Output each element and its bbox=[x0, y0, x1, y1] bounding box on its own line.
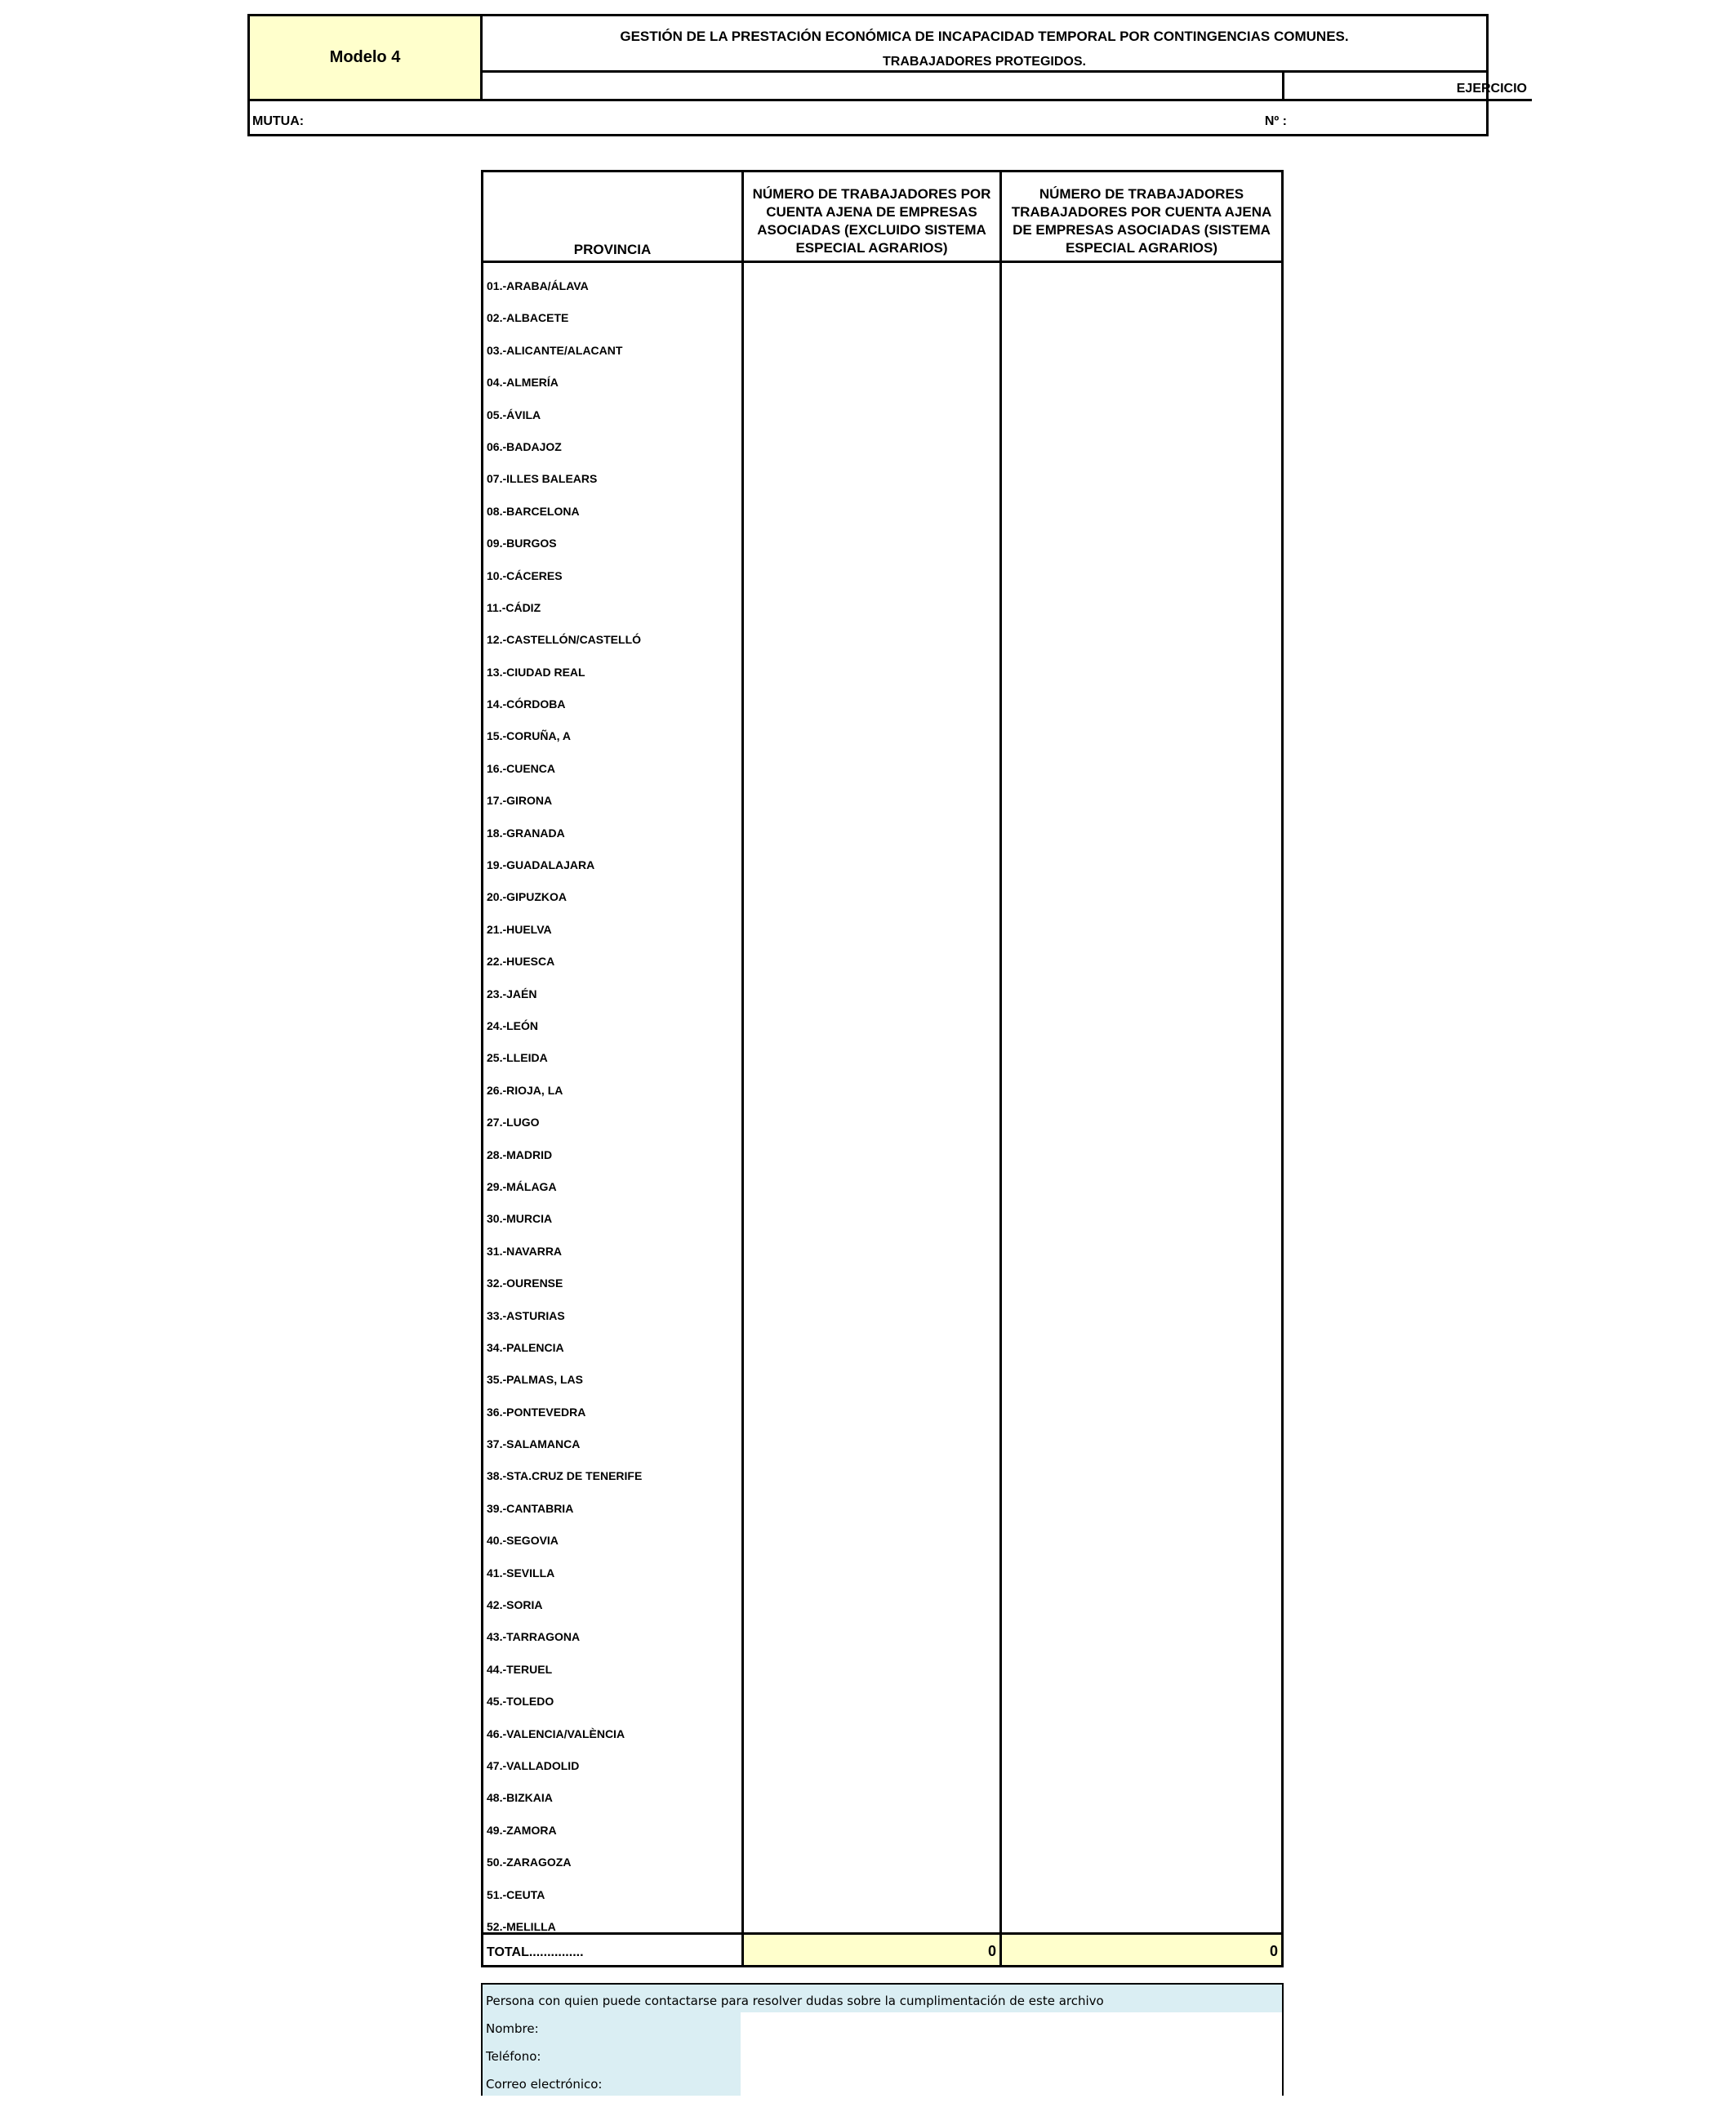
provincia-row: 08.-BARCELONA bbox=[487, 504, 580, 518]
provincia-row: 13.-CIUDAD REAL bbox=[487, 665, 585, 679]
provincia-row: 44.-TERUEL bbox=[487, 1662, 553, 1676]
provincia-row: 27.-LUGO bbox=[487, 1116, 540, 1129]
correo-label: Correo electrónico: bbox=[483, 2068, 741, 2096]
column-header-sistema-agrarios: NÚMERO DE TRABAJADORES TRABAJADORES POR CUENTA AJENA DE EMPRESAS ASOCIADAS (SISTEMA ESPECIAL AGRARIOS) bbox=[1011, 186, 1272, 256]
provincia-row: 03.-ALICANTE/ALACANT bbox=[487, 343, 623, 357]
form-header bbox=[247, 14, 1527, 136]
provincia-row: 12.-CASTELLÓN/CASTELLÓ bbox=[487, 633, 642, 647]
ejercicio-input[interactable] bbox=[1282, 73, 1486, 101]
provincia-list bbox=[483, 263, 741, 1936]
provincia-row: 32.-OURENSE bbox=[487, 1277, 563, 1290]
provincia-row: 34.-PALENCIA bbox=[487, 1340, 564, 1354]
correo-input[interactable] bbox=[741, 2068, 1282, 2096]
provincia-row: 19.-GUADALAJARA bbox=[487, 858, 595, 872]
provincia-row: 22.-HUESCA bbox=[487, 955, 555, 969]
provincia-row: 45.-TOLEDO bbox=[487, 1695, 554, 1709]
contact-correo-row bbox=[483, 2068, 1282, 2096]
telefono-input[interactable] bbox=[741, 2040, 1282, 2068]
provincia-row: 17.-GIRONA bbox=[487, 794, 553, 808]
provincia-row: 47.-VALLADOLID bbox=[487, 1758, 580, 1772]
provincia-row: 24.-LEÓN bbox=[487, 1018, 539, 1032]
provincia-row: 30.-MURCIA bbox=[487, 1212, 553, 1226]
provincia-row: 31.-NAVARRA bbox=[487, 1244, 563, 1258]
provincia-row: 25.-LLEIDA bbox=[487, 1051, 548, 1065]
telefono-label: Teléfono: bbox=[483, 2040, 741, 2068]
contact-intro: Persona con quien puede contactarse para resolver dudas sobre la cumplimentación de este archivo bbox=[483, 1985, 1282, 2012]
provincia-row: 49.-ZAMORA bbox=[487, 1823, 557, 1837]
provincia-row: 20.-GIPUZKOA bbox=[487, 890, 568, 904]
provincia-row: 07.-ILLES BALEARS bbox=[487, 472, 598, 486]
total-agrarios-value: 0 bbox=[1002, 1935, 1281, 1965]
provincia-row: 04.-ALMERÍA bbox=[487, 376, 559, 390]
provincias-table bbox=[481, 170, 1284, 1967]
provincia-row: 36.-PONTEVEDRA bbox=[487, 1405, 586, 1419]
provincia-row: 09.-BURGOS bbox=[487, 537, 557, 550]
provincia-row: 41.-SEVILLA bbox=[487, 1566, 555, 1579]
total-excluido-value: 0 bbox=[744, 1935, 999, 1965]
column-divider bbox=[999, 172, 1002, 1965]
provincia-row: 10.-CÁCERES bbox=[487, 568, 563, 582]
column-header-excluido-agrarios: NÚMERO DE TRABAJADORES POR CUENTA AJENA DE EMPRESAS ASOCIADAS (EXCLUIDO SISTEMA ESPECIAL AGRARIOS) bbox=[752, 186, 991, 256]
provincia-row: 15.-CORUÑA, A bbox=[487, 729, 571, 743]
provincia-row: 02.-ALBACETE bbox=[487, 311, 569, 325]
contact-nombre-row bbox=[483, 2012, 1282, 2040]
provincia-row: 50.-ZARAGOZA bbox=[487, 1856, 572, 1869]
provincia-row: 35.-PALMAS, LAS bbox=[487, 1373, 583, 1387]
provincia-row: 46.-VALENCIA/VALÈNCIA bbox=[487, 1727, 625, 1740]
provincia-row: 05.-ÁVILA bbox=[487, 408, 541, 421]
mutua-label: MUTUA: bbox=[252, 114, 305, 128]
provincia-row: 39.-CANTABRIA bbox=[487, 1501, 574, 1515]
nombre-label: Nombre: bbox=[483, 2012, 741, 2040]
provincia-row: 33.-ASTURIAS bbox=[487, 1308, 565, 1322]
provincia-row: 01.-ARABA/ÁLAVA bbox=[487, 279, 589, 292]
total-label: TOTAL............... bbox=[487, 1945, 584, 1959]
provincia-row: 26.-RIOJA, LA bbox=[487, 1083, 563, 1097]
provincia-row: 16.-CUENCA bbox=[487, 761, 556, 775]
modelo-label: Modelo 4 bbox=[250, 16, 483, 101]
provincia-row: 40.-SEGOVIA bbox=[487, 1534, 559, 1548]
form-title-line2: TRABAJADORES PROTEGIDOS. bbox=[483, 46, 1486, 73]
provincia-row: 28.-MADRID bbox=[487, 1147, 553, 1161]
column-header-provincia: PROVINCIA bbox=[573, 242, 652, 257]
provincia-row: 38.-STA.CRUZ DE TENERIFE bbox=[487, 1469, 643, 1483]
contact-block bbox=[481, 1983, 1284, 2096]
numero-label: Nº : bbox=[1264, 114, 1287, 128]
provincia-row: 14.-CÓRDOBA bbox=[487, 697, 566, 711]
nombre-input[interactable] bbox=[741, 2012, 1282, 2040]
provincia-row: 29.-MÁLAGA bbox=[487, 1179, 557, 1193]
provincia-row: 11.-CÁDIZ bbox=[487, 600, 541, 614]
column-divider bbox=[741, 172, 744, 1965]
provincia-row: 42.-SORIA bbox=[487, 1598, 543, 1612]
provincia-row: 21.-HUELVA bbox=[487, 922, 552, 936]
provincia-row: 06.-BADAJOZ bbox=[487, 439, 562, 453]
provincia-row: 48.-BIZKAIA bbox=[487, 1791, 553, 1805]
provincia-row: 51.-CEUTA bbox=[487, 1887, 545, 1901]
form-title-line1: GESTIÓN DE LA PRESTACIÓN ECONÓMICA DE INCAPACIDAD TEMPORAL POR CONTINGENCIAS COMUNES. bbox=[620, 29, 1349, 44]
ejercicio-label: EJERCICIO bbox=[483, 73, 1532, 101]
provincia-row: 37.-SALAMANCA bbox=[487, 1437, 581, 1451]
provincia-row: 18.-GRANADA bbox=[487, 826, 565, 840]
contact-telefono-row bbox=[483, 2040, 1282, 2068]
provincia-row: 52.-MELILLA bbox=[487, 1919, 556, 1933]
provincia-row: 43.-TARRAGONA bbox=[487, 1630, 581, 1644]
provincia-row: 23.-JAÉN bbox=[487, 987, 537, 1000]
